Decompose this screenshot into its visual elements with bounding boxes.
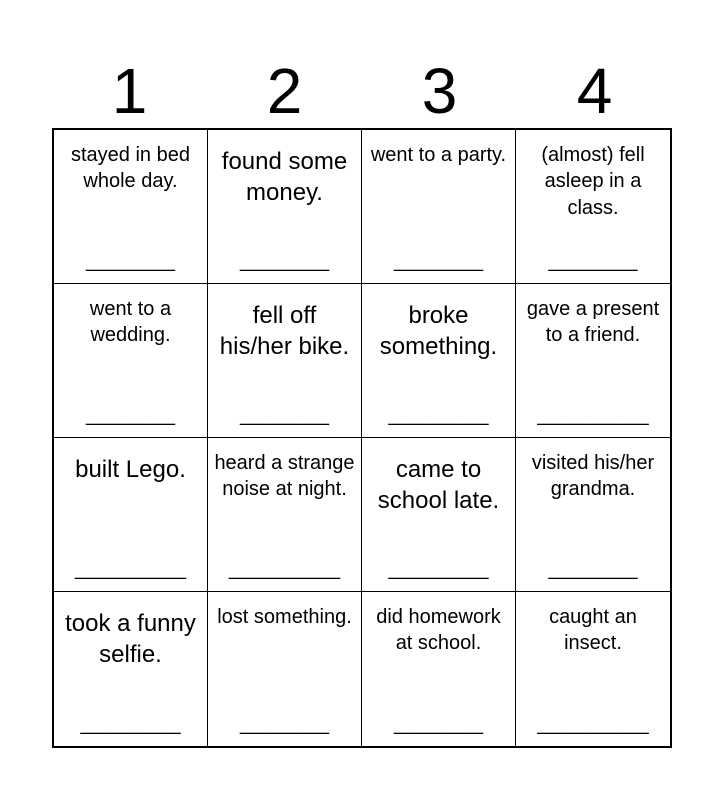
name-blank: ________ bbox=[240, 250, 329, 272]
bingo-cell[interactable] bbox=[208, 438, 362, 592]
name-blank: _________ bbox=[80, 713, 181, 735]
cell-prompt: (almost) fell asleep in a class. bbox=[541, 144, 645, 219]
cell-prompt: stayed in bed whole day. bbox=[71, 144, 190, 193]
name-blank: ________ bbox=[86, 250, 175, 272]
bingo-board bbox=[52, 128, 672, 748]
name-blank: __________ bbox=[74, 558, 187, 580]
name-blank: ________ bbox=[394, 713, 483, 735]
cell-prompt: built Lego. bbox=[75, 456, 186, 483]
cell-prompt: went to a party. bbox=[370, 144, 507, 166]
bingo-cell[interactable] bbox=[208, 284, 362, 438]
name-blank: _________ bbox=[388, 558, 489, 580]
column-number-2: 2 bbox=[266, 55, 303, 127]
column-number-1: 1 bbox=[111, 55, 148, 127]
bingo-cell[interactable] bbox=[208, 592, 362, 746]
bingo-cell[interactable] bbox=[362, 592, 516, 746]
cell-prompt: found some money. bbox=[221, 148, 348, 207]
cell-prompt: caught an insect. bbox=[549, 606, 637, 655]
cell-prompt: did homework at school. bbox=[376, 606, 501, 655]
bingo-cell[interactable] bbox=[362, 130, 516, 284]
bingo-cell[interactable] bbox=[54, 592, 208, 746]
name-blank: __________ bbox=[537, 713, 649, 735]
cell-prompt: heard a strange noise at night. bbox=[214, 452, 355, 501]
bingo-cell[interactable] bbox=[516, 284, 670, 438]
name-blank: __________ bbox=[537, 404, 649, 426]
cell-prompt: fell off his/her bike. bbox=[219, 302, 350, 361]
cell-prompt: came to school late. bbox=[377, 456, 500, 515]
name-blank: ________ bbox=[548, 558, 638, 580]
cell-prompt: took a funny selfie. bbox=[65, 610, 196, 669]
cell-prompt: broke something. bbox=[379, 302, 498, 361]
name-blank: ________ bbox=[548, 250, 638, 272]
bingo-cell[interactable] bbox=[362, 284, 516, 438]
name-blank: _________ bbox=[388, 404, 489, 426]
bingo-cell[interactable] bbox=[54, 438, 208, 592]
bingo-cell[interactable] bbox=[516, 130, 670, 284]
cell-prompt: visited his/her grandma. bbox=[531, 452, 655, 501]
bingo-cell[interactable] bbox=[208, 130, 362, 284]
column-number-4: 4 bbox=[576, 55, 613, 127]
cell-prompt: gave a present to a friend. bbox=[526, 298, 660, 347]
bingo-cell[interactable] bbox=[54, 284, 208, 438]
cell-prompt: lost something. bbox=[217, 606, 352, 628]
name-blank: ________ bbox=[394, 250, 483, 272]
bingo-cell[interactable] bbox=[516, 438, 670, 592]
bingo-cell[interactable] bbox=[516, 592, 670, 746]
column-number-3: 3 bbox=[421, 55, 458, 127]
cell-prompt: went to a wedding. bbox=[89, 298, 172, 347]
bingo-cell[interactable] bbox=[54, 130, 208, 284]
name-blank: __________ bbox=[228, 558, 341, 580]
column-header bbox=[52, 54, 672, 128]
bingo-cell[interactable] bbox=[362, 438, 516, 592]
name-blank: ________ bbox=[240, 404, 329, 426]
name-blank: ________ bbox=[240, 713, 329, 735]
name-blank: ________ bbox=[86, 404, 175, 426]
